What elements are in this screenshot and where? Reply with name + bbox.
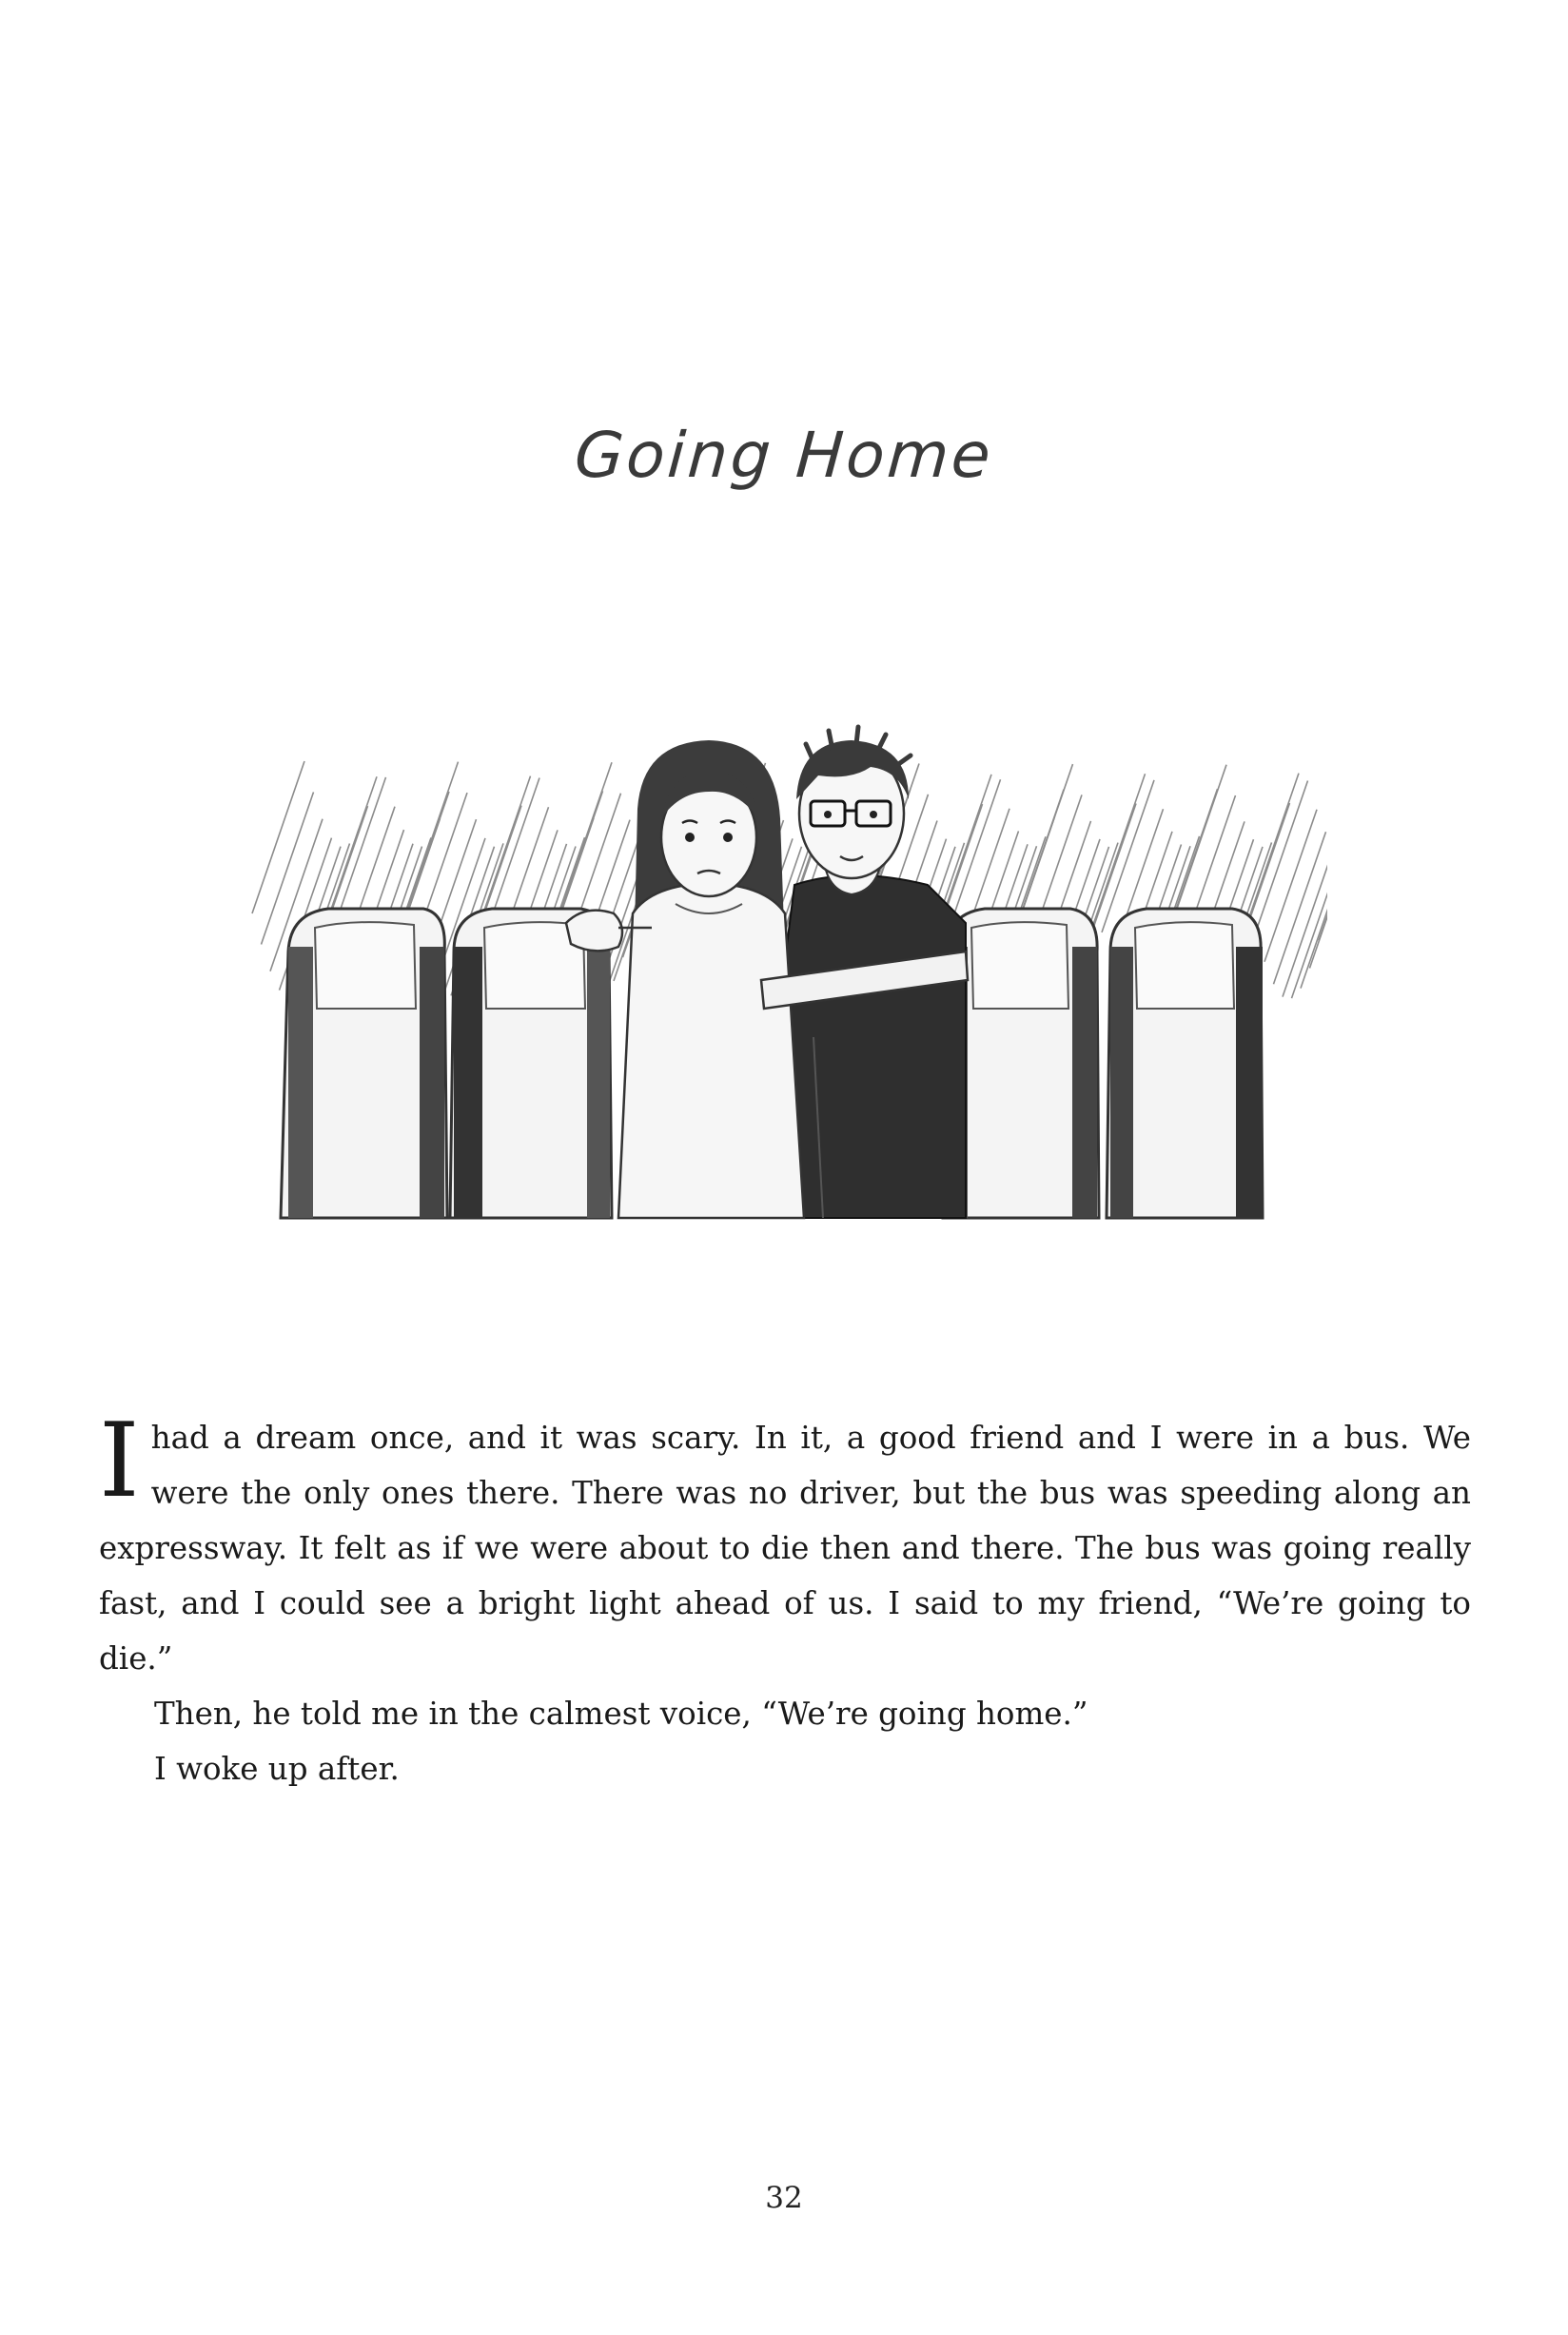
illustration-two-friends-on-bus (243, 723, 1327, 1237)
story-text (99, 1402, 1471, 1796)
drop-cap: I (99, 1402, 140, 1521)
second-paragraph: Then, he told me in the calmest voice, “We’re going home.” (154, 1696, 1088, 1732)
third-paragraph: I woke up after. (154, 1751, 400, 1787)
bus-seat-left-1 (281, 909, 447, 1218)
first-paragraph-text: had a dream once, and it was scary. In it, a good friend and I were in a bus. We were the only ones there. There was no driver, but the bus was speeding along an expressway. It felt as if we were about to die then and there. The bus was going really fast, and I could see a bright light ahead of us. I said to my friend, “We’re going to die.” (99, 1420, 1471, 1677)
page-number: 32 (765, 2181, 803, 2215)
bus-seat-right-2 (1107, 909, 1263, 1218)
page-title: Going Home (572, 419, 996, 492)
first-paragraph (99, 1402, 1471, 1686)
bus-seat-left-2 (450, 909, 612, 1218)
